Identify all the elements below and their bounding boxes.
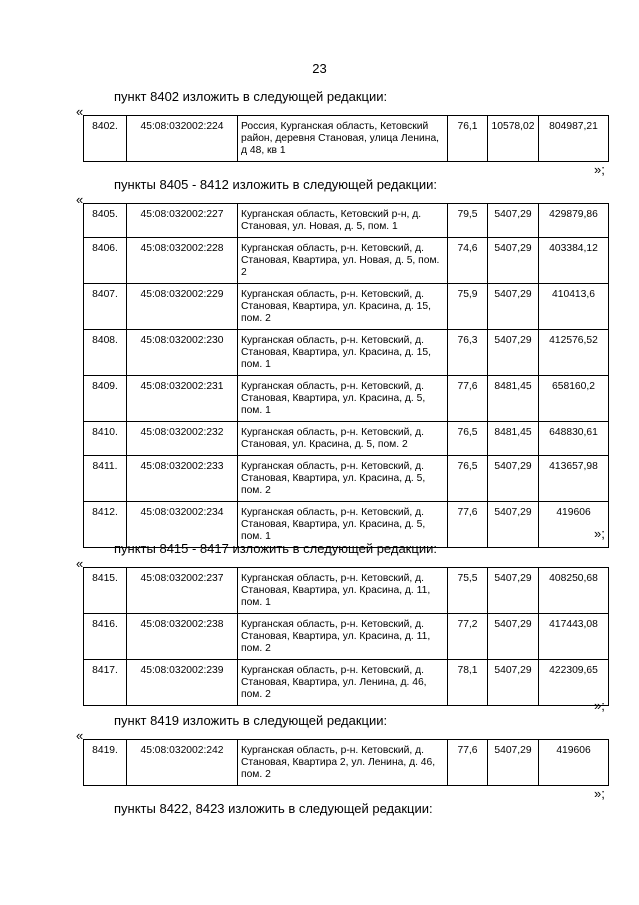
section-intro: пункты 8405 - 8412 изложить в следующей редакции: (114, 177, 437, 192)
cell-area: 77,2 (448, 614, 488, 660)
cell-cadastral-number: 45:08:032002:224 (127, 116, 238, 162)
cell-address: Россия, Курганская область, Кетовский район, деревня Становая, улица Ленина, д 48, кв 1 (238, 116, 448, 162)
cell-cadastral-number: 45:08:032002:231 (127, 376, 238, 422)
cell-cadastral-number: 45:08:032002:237 (127, 568, 238, 614)
cell-cadastral-number: 45:08:032002:227 (127, 204, 238, 238)
cell-area: 76,5 (448, 456, 488, 502)
cell-rate: 5407,29 (488, 568, 539, 614)
cell-area: 77,6 (448, 376, 488, 422)
cell-rate: 10578,02 (488, 116, 539, 162)
cell-value: 408250,68 (539, 568, 609, 614)
cell-rate: 5407,29 (488, 204, 539, 238)
cell-cadastral-number: 45:08:032002:238 (127, 614, 238, 660)
cell-item-number: 8419. (84, 740, 127, 786)
opening-quote: « (76, 192, 84, 207)
cell-address: Курганская область, р-н. Кетовский, д. Становая, Квартира, ул. Ленина, д. 46, пом. 2 (238, 660, 448, 706)
closing-quote: »; (594, 786, 605, 801)
cell-value: 804987,21 (539, 116, 609, 162)
cell-address: Курганская область, р-н. Кетовский, д. Становая, Квартира, ул. Красина, д. 5, пом. 1 (238, 376, 448, 422)
cell-value: 412576,52 (539, 330, 609, 376)
cell-address: Курганская область, р-н. Кетовский, д. Становая, Квартира, ул. Новая, д. 5, пом. 2 (238, 238, 448, 284)
cell-rate: 5407,29 (488, 660, 539, 706)
cell-rate: 5407,29 (488, 614, 539, 660)
cell-value: 417443,08 (539, 614, 609, 660)
cell-address: Курганская область, Кетовский р-н, д. Становая, ул. Новая, д. 5, пом. 1 (238, 204, 448, 238)
cell-rate: 8481,45 (488, 376, 539, 422)
cell-cadastral-number: 45:08:032002:228 (127, 238, 238, 284)
cell-area: 77,6 (448, 502, 488, 548)
cell-cadastral-number: 45:08:032002:229 (127, 284, 238, 330)
cell-address: Курганская область, р-н. Кетовский, д. Становая, ул. Красина, д. 5, пом. 2 (238, 422, 448, 456)
table-row (84, 116, 609, 162)
cell-area: 75,5 (448, 568, 488, 614)
cell-area: 76,3 (448, 330, 488, 376)
cell-value: 658160,2 (539, 376, 609, 422)
cell-area: 79,5 (448, 204, 488, 238)
table-row (84, 614, 609, 660)
cell-value: 413657,98 (539, 456, 609, 502)
cell-cadastral-number: 45:08:032002:233 (127, 456, 238, 502)
cell-area: 74,6 (448, 238, 488, 284)
cell-address: Курганская область, р-н. Кетовский, д. Становая, Квартира, ул. Красина, д. 11, пом. 1 (238, 568, 448, 614)
cell-area: 75,9 (448, 284, 488, 330)
cell-item-number: 8416. (84, 614, 127, 660)
cell-rate: 5407,29 (488, 284, 539, 330)
cell-value: 429879,86 (539, 204, 609, 238)
cell-item-number: 8406. (84, 238, 127, 284)
closing-quote: »; (594, 526, 605, 541)
section-intro: пункт 8402 изложить в следующей редакции: (114, 89, 388, 104)
cell-item-number: 8408. (84, 330, 127, 376)
property-table (83, 567, 609, 706)
cell-address: Курганская область, р-н. Кетовский, д. Становая, Квартира, ул. Красина, д. 5, пом. 1 (238, 502, 448, 548)
cell-rate: 5407,29 (488, 740, 539, 786)
cell-rate: 5407,29 (488, 330, 539, 376)
property-table (83, 115, 609, 162)
cell-address: Курганская область, р-н. Кетовский, д. Становая, Квартира 2, ул. Ленина, д. 46, пом. 2 (238, 740, 448, 786)
cell-cadastral-number: 45:08:032002:232 (127, 422, 238, 456)
table-row (84, 740, 609, 786)
cell-address: Курганская область, р-н. Кетовский, д. Становая, Квартира, ул. Красина, д. 15, пом. 1 (238, 330, 448, 376)
cell-value: 648830,61 (539, 422, 609, 456)
cell-cadastral-number: 45:08:032002:234 (127, 502, 238, 548)
cell-area: 78,1 (448, 660, 488, 706)
table-row (84, 238, 609, 284)
opening-quote: « (76, 556, 84, 571)
cell-value: 419606 (539, 502, 609, 548)
closing-quote: »; (594, 162, 605, 177)
cell-cadastral-number: 45:08:032002:242 (127, 740, 238, 786)
cell-item-number: 8412. (84, 502, 127, 548)
table-row (84, 568, 609, 614)
table-row (84, 204, 609, 238)
cell-cadastral-number: 45:08:032002:230 (127, 330, 238, 376)
cell-value: 422309,65 (539, 660, 609, 706)
cell-rate: 5407,29 (488, 238, 539, 284)
cell-area: 76,5 (448, 422, 488, 456)
opening-quote: « (76, 728, 84, 743)
cell-item-number: 8417. (84, 660, 127, 706)
cell-value: 419606 (539, 740, 609, 786)
cell-item-number: 8415. (84, 568, 127, 614)
table-row (84, 422, 609, 456)
cell-area: 77,6 (448, 740, 488, 786)
cell-value: 410413,6 (539, 284, 609, 330)
cell-rate: 5407,29 (488, 502, 539, 548)
cell-rate: 5407,29 (488, 456, 539, 502)
cell-area: 76,1 (448, 116, 488, 162)
cell-item-number: 8407. (84, 284, 127, 330)
cell-rate: 8481,45 (488, 422, 539, 456)
cell-cadastral-number: 45:08:032002:239 (127, 660, 238, 706)
page-number: 23 (312, 61, 327, 76)
cell-address: Курганская область, р-н. Кетовский, д. Становая, Квартира, ул. Красина, д. 5, пом. 2 (238, 456, 448, 502)
cell-item-number: 8410. (84, 422, 127, 456)
cell-item-number: 8405. (84, 204, 127, 238)
cell-address: Курганская область, р-н. Кетовский, д. Становая, Квартира, ул. Красина, д. 15, пом. 2 (238, 284, 448, 330)
closing-quote: »; (594, 698, 605, 713)
table-row (84, 456, 609, 502)
table-row (84, 284, 609, 330)
property-table (83, 739, 609, 786)
cell-item-number: 8402. (84, 116, 127, 162)
cell-item-number: 8409. (84, 376, 127, 422)
opening-quote: « (76, 104, 84, 119)
section-intro: пункт 8419 изложить в следующей редакции: (114, 713, 388, 728)
section-intro: пункты 8415 - 8417 изложить в следующей редакции: (114, 541, 437, 556)
property-table (83, 203, 609, 548)
table-row (84, 330, 609, 376)
cell-address: Курганская область, р-н. Кетовский, д. Становая, Квартира, ул. Красина, д. 11, пом. 2 (238, 614, 448, 660)
cell-value: 403384,12 (539, 238, 609, 284)
table-row (84, 376, 609, 422)
table-row (84, 660, 609, 706)
section-intro: пункты 8422, 8423 изложить в следующей редакции: (114, 801, 433, 816)
cell-item-number: 8411. (84, 456, 127, 502)
